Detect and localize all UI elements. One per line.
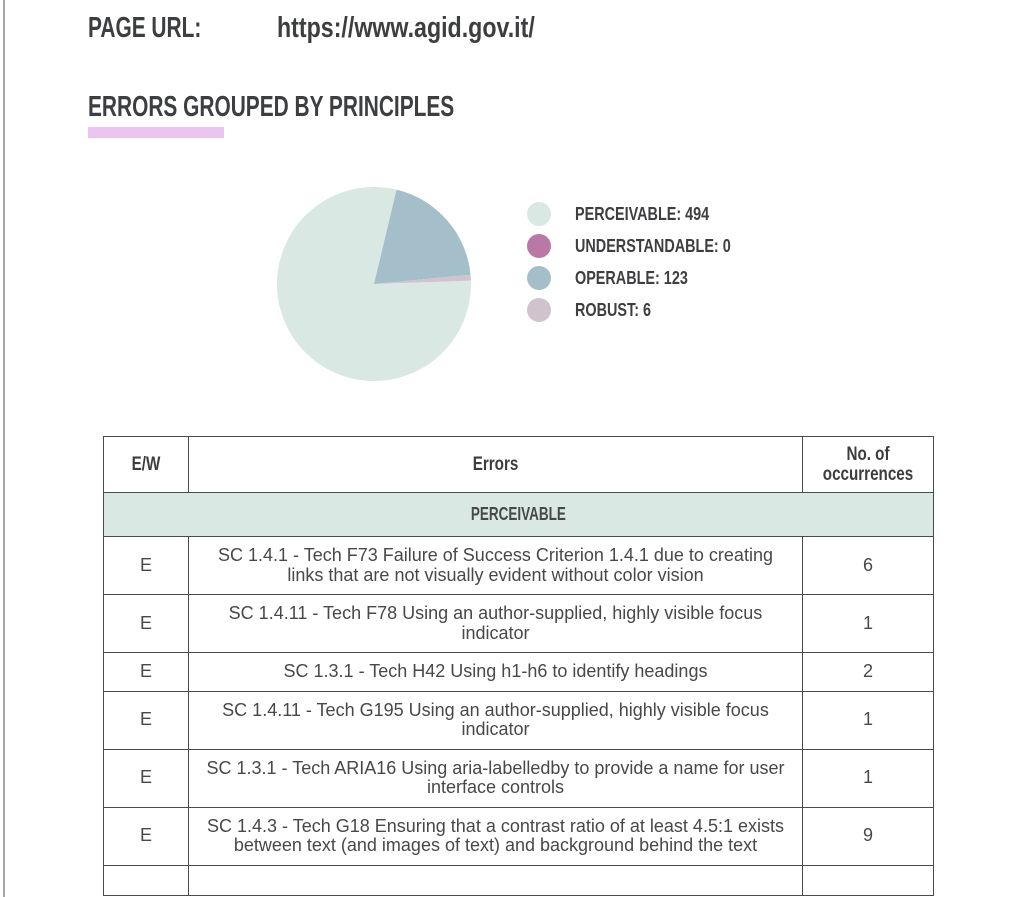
header-row — [104, 437, 934, 493]
page-title — [88, 91, 597, 123]
occurrences-cell: 9 — [803, 807, 934, 865]
page-url-label — [88, 12, 245, 44]
legend-label-text: ROBUST: 6 — [575, 299, 652, 320]
page-url-link-text[interactable]: https://www.agid.gov.it/ — [277, 12, 535, 44]
legend-swatch-robust — [527, 298, 551, 322]
errors-table-body — [104, 493, 934, 896]
legend-label-text: OPERABLE: 123 — [575, 267, 688, 288]
ew-cell: E — [104, 653, 189, 692]
legend-label-text: UNDERSTANDABLE: 0 — [575, 235, 731, 256]
title-underline-accent — [88, 127, 224, 138]
section-row-text: PERCEIVABLE — [470, 503, 567, 524]
occurrences-cell: 1 — [803, 595, 934, 653]
legend-swatch-perceivable — [527, 202, 551, 226]
col-header-errors — [189, 437, 803, 493]
legend-label — [575, 236, 770, 257]
errors-table — [103, 436, 934, 896]
ew-cell: E — [104, 537, 189, 595]
ew-cell: E — [104, 749, 189, 807]
col-header-occurrences-text: No. of occurrences — [822, 443, 914, 485]
table-row — [104, 749, 934, 807]
error-cell: SC 1.4.11 - Tech F78 Using an author-supplied, highly visible focus indicator — [189, 595, 803, 653]
table-row — [104, 537, 934, 595]
section-row-cell — [104, 493, 934, 537]
table-row — [104, 653, 934, 692]
occurrences-cell: 1 — [803, 691, 934, 749]
page-url-value[interactable] — [277, 12, 599, 44]
legend-label — [575, 268, 716, 289]
error-cell: SC 1.3.1 - Tech ARIA16 Using aria-labelledby to provide a name for user interface controls — [189, 749, 803, 807]
col-header-ew — [104, 437, 189, 493]
col-header-occurrences — [803, 437, 934, 493]
chart-legend — [527, 202, 770, 330]
error-cell: SC 1.3.1 - Tech H42 Using h1-h6 to identify headings — [189, 653, 803, 692]
legend-label — [575, 204, 743, 225]
legend-swatch-understandable — [527, 234, 551, 258]
errors-table-header — [104, 437, 934, 493]
legend-item-understandable — [527, 234, 770, 258]
page-left-edge-line — [3, 0, 5, 897]
error-cell: SC 1.4.1 - Tech F73 Failure of Success Criterion 1.4.1 due to creating links that are not visually evident without color vision — [189, 537, 803, 595]
table-row — [104, 691, 934, 749]
page-title-text: ERRORS GROUPED BY PRINCIPLES — [88, 91, 455, 123]
error-cell: SC 1.4.3 - Tech G18 Ensuring that a contrast ratio of at least 4.5:1 exists between text (and images of text) and background behind the text — [189, 807, 803, 865]
table-row — [104, 807, 934, 865]
occurrences-cell: 2 — [803, 653, 934, 692]
legend-swatch-operable — [527, 266, 551, 290]
legend-item-robust — [527, 298, 770, 322]
section-row-perceivable — [104, 493, 934, 537]
col-header-errors-text: Errors — [472, 453, 519, 475]
legend-item-operable — [527, 266, 770, 290]
col-header-ew-text: E/W — [131, 453, 161, 475]
ew-cell: E — [104, 807, 189, 865]
occurrences-cell: 6 — [803, 537, 934, 595]
legend-item-perceivable — [527, 202, 770, 226]
ew-cell: E — [104, 691, 189, 749]
errors-pie-chart — [277, 186, 473, 382]
occurrences-cell — [803, 865, 934, 895]
ew-cell: E — [104, 595, 189, 653]
page-url-label-text: PAGE URL: — [88, 12, 202, 44]
occurrences-cell: 1 — [803, 749, 934, 807]
table-row-partial — [104, 865, 934, 895]
legend-label-text: PERCEIVABLE: 494 — [575, 203, 710, 224]
table-row — [104, 595, 934, 653]
error-cell: SC 1.4.11 - Tech G195 Using an author-supplied, highly visible focus indicator — [189, 691, 803, 749]
error-cell — [189, 865, 803, 895]
legend-label — [575, 300, 670, 321]
ew-cell — [104, 865, 189, 895]
